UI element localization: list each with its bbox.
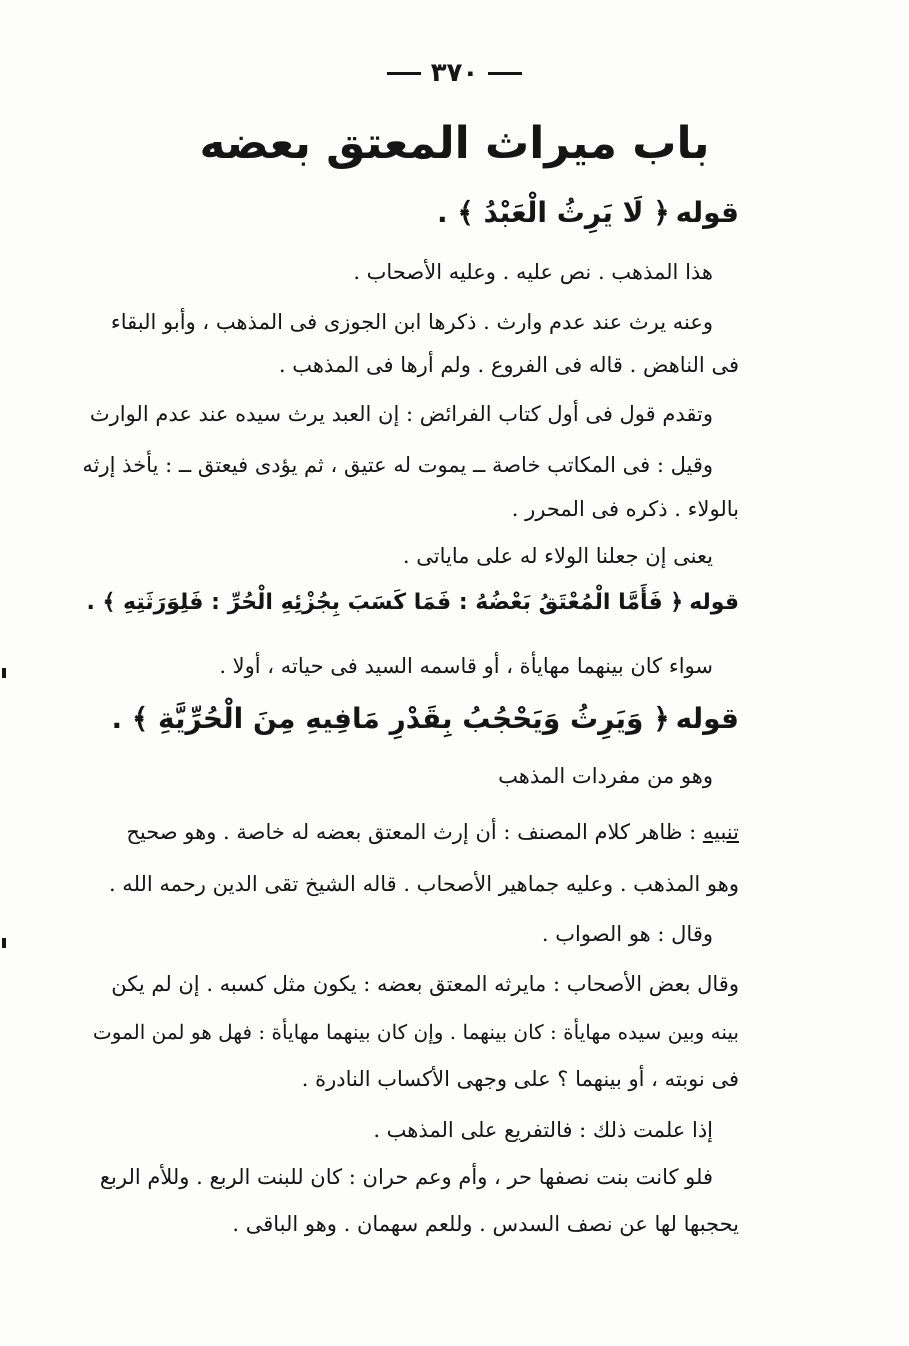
scan-mark [2,668,6,678]
paragraph-line: بينه وبين سيده مهايأة : كان بينهما . وإن كان بينهما مهايأة : فهل هو لمن الموت [92,1020,739,1044]
paragraph-line: يحجبها لها عن نصف السدس . وللعم سهمان . وهو الباقى . [232,1212,739,1236]
paragraph-line: وقال : هو الصواب . [541,922,713,946]
quote-line [80,196,739,229]
quote-line [80,590,739,615]
quote-text: ﴿ وَيَرِثُ وَيَحْجُبُ بِقَدْرِ مَافِيهِ مِنَ الْحُرِّيَّةِ ﴾ . [111,702,670,735]
paragraph-line: بالولاء . ذكره فى المحرر . [511,497,739,521]
paragraph-line: وهو من مفردات المذهب [498,764,713,788]
quote-label: قوله [675,702,739,735]
quote-label: قوله [675,196,739,229]
paragraph-line: فلو كانت بنت نصفها حر ، وأم وعم حران : كان للبنت الربع . وللأم الربع [99,1165,713,1189]
paragraph-line: هذا المذهب . نص عليه . وعليه الأصحاب . [353,260,713,284]
paragraph-line: إذا علمت ذلك : فالتفريع على المذهب . [373,1118,713,1142]
paragraph-line: وهو المذهب . وعليه جماهير الأصحاب . قاله الشيخ تقى الدين رحمه الله . [108,872,739,896]
tanbih-line [80,820,739,845]
page-number [0,58,909,88]
paragraph-line: وقال بعض الأصحاب : مايرثه المعتق بعضه : يكون مثل كسبه . إن لم يكن [111,972,739,996]
paragraph-line: فى نوبته ، أو بينهما ؟ على وجهى الأكساب النادرة . [301,1067,739,1091]
paragraph-line: فى الناهض . قاله فى الفروع . ولم أرها فى المذهب . [278,353,739,377]
paragraph-line: سواء كان بينهما مهايأة ، أو قاسمه السيد فى حياته ، أولا . [219,654,713,678]
tanbih-label: تنبيه [702,820,739,844]
paragraph-line: وتقدم قول فى أول كتاب الفرائض : إن العبد يرث سيده عند عدم الوارث [89,402,713,426]
paragraph-line: يعنى إن جعلنا الولاء له على ماياتى . [402,544,713,568]
page-number-text: ٣٧٠ [430,58,479,88]
quote-text: ﴿ فَأَمَّا الْمُعْتَقُ بَعْضُهُ : فَمَا كَسَبَ بِجُزْئِهِ الْحُرِّ : فَلِوَرَثَتِهِ ﴾ . [86,590,684,615]
quote-line [80,702,739,735]
paragraph-line: وعنه يرث عند عدم وارث . ذكرها ابن الجوزى فى المذهب ، وأبو البقاء [110,310,713,334]
paragraph-line: وقيل : فى المكاتب خاصة ــ يموت له عتيق ، ثم يؤدى فيعتق ــ : يأخذ إرثه [82,453,713,477]
chapter-title: باب ميراث المعتق بعضه [199,118,710,169]
page-number-dash-right [488,72,522,75]
quote-text: ﴿ لَا يَرِثُ الْعَبْدُ ﴾ . [436,196,670,229]
page-number-dash-left [387,72,421,75]
scan-mark [2,938,6,948]
tanbih-text: : ظاهر كلام المصنف : أن إرث المعتق بعضه له خاصة . وهو صحيح [126,820,697,844]
quote-label: قوله [689,590,739,615]
